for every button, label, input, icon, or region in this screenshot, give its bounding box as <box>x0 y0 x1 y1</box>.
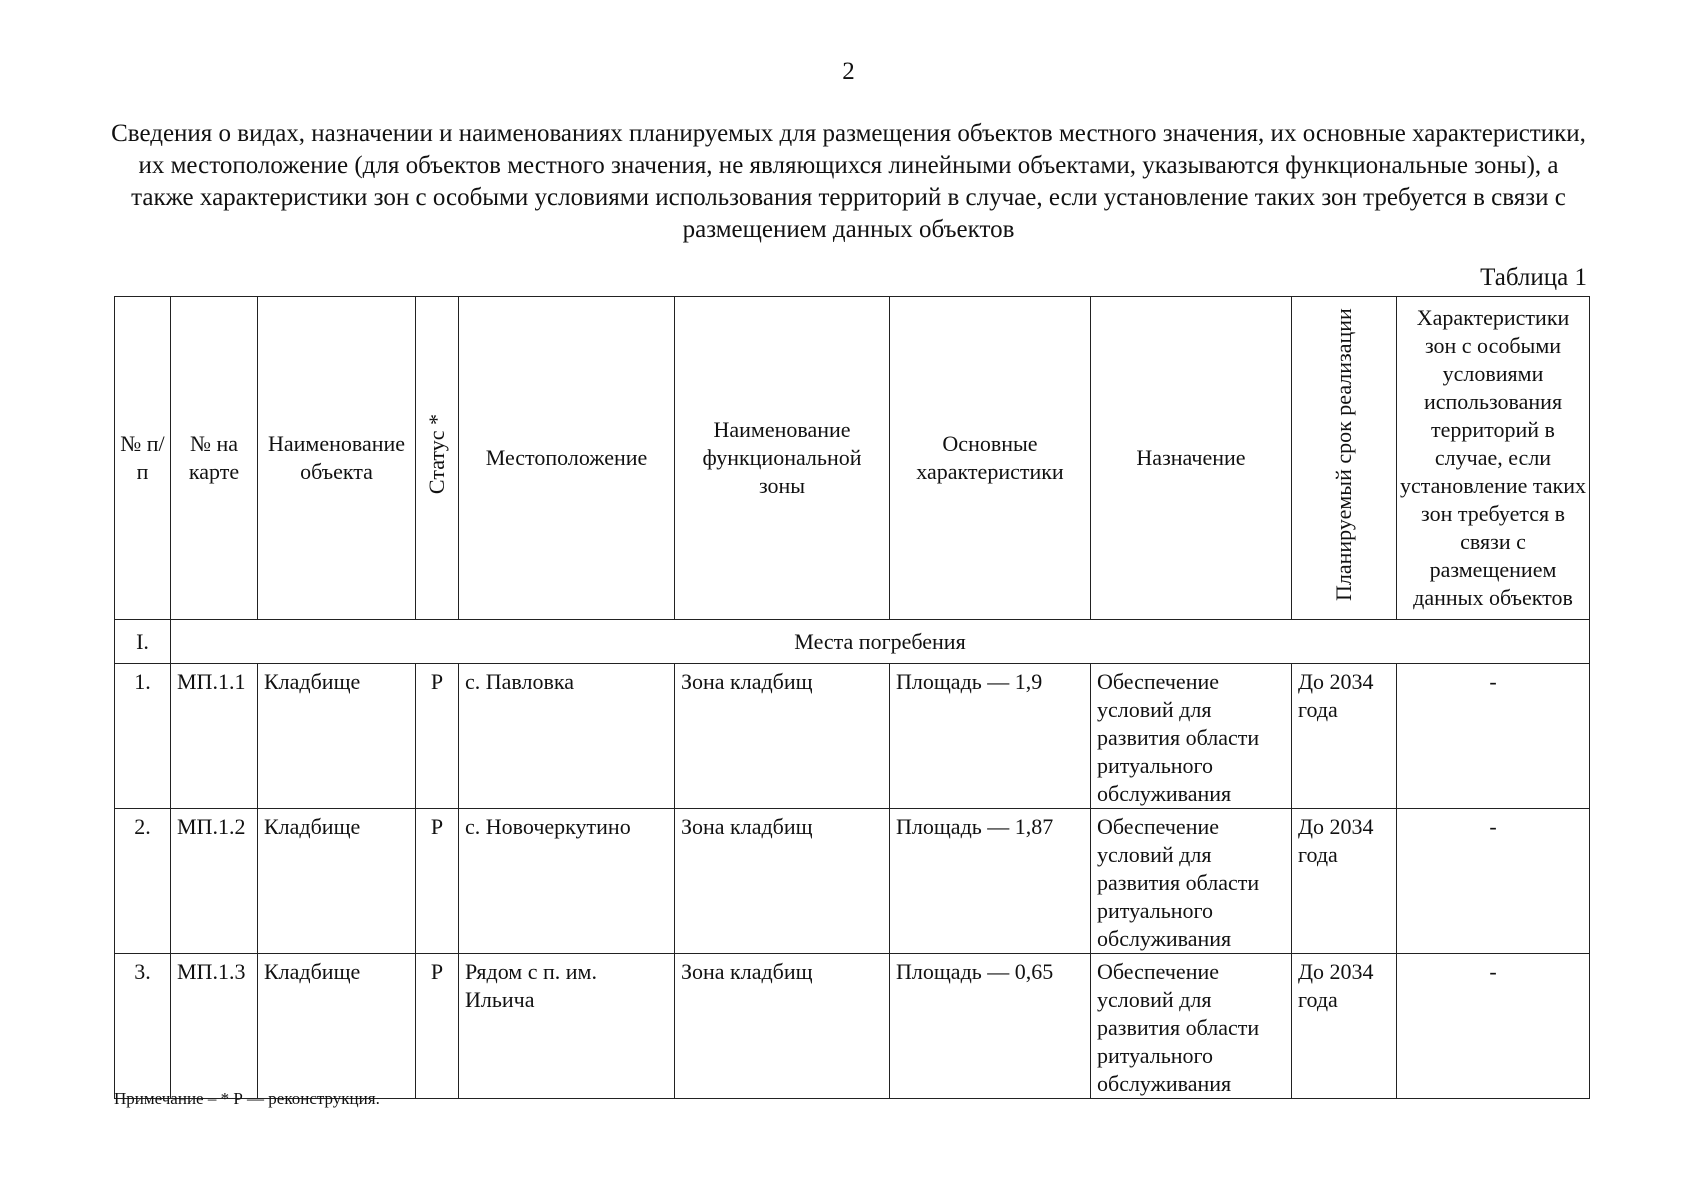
footnote: Примечание – * Р — реконструкция. <box>114 1089 380 1108</box>
table-label: Таблица 1 <box>1480 264 1587 291</box>
row-term: До 2034 года <box>1292 664 1397 809</box>
header-term: Планируемый срок реализации <box>1331 308 1356 601</box>
row-main-chars: Площадь — 1,87 <box>890 809 1091 954</box>
header-status-cell <box>416 297 459 620</box>
row-zone-chars: - <box>1397 664 1590 809</box>
header-term-cell <box>1292 297 1397 620</box>
header-purpose: Назначение <box>1091 297 1292 620</box>
row-num: 3. <box>115 954 171 1099</box>
row-map-num: МП.1.2 <box>171 809 258 954</box>
row-num: 1. <box>115 664 171 809</box>
objects-table <box>114 296 1590 1099</box>
row-zone-chars: - <box>1397 809 1590 954</box>
row-status: Р <box>416 664 459 809</box>
page-number: 2 <box>842 58 855 85</box>
header-zone-chars: Характеристики зон с особыми условиями использования территорий в случае, если установление таких зон требуется в связи с размещением данных объектов <box>1397 297 1590 620</box>
row-object-name: Кладбище <box>258 954 416 1099</box>
table-row <box>115 954 1590 1099</box>
header-main-chars: Основные характеристики <box>890 297 1091 620</box>
row-status: Р <box>416 809 459 954</box>
table-row <box>115 809 1590 954</box>
section-num: I. <box>115 620 171 664</box>
header-map-num: № на карте <box>171 297 258 620</box>
row-map-num: МП.1.1 <box>171 664 258 809</box>
header-status: Статус * <box>424 414 449 495</box>
row-zone-name: Зона кладбищ <box>675 954 890 1099</box>
row-map-num: МП.1.3 <box>171 954 258 1099</box>
row-purpose: Обеспечение условий для развития области ритуального обслуживания <box>1091 664 1292 809</box>
row-purpose: Обеспечение условий для развития области ритуального обслуживания <box>1091 954 1292 1099</box>
row-object-name: Кладбище <box>258 809 416 954</box>
row-location: с. Павловка <box>459 664 675 809</box>
header-object-name: Наименование объекта <box>258 297 416 620</box>
document-title: Сведения о видах, назначении и наименованиях планируемых для размещения объектов местного значения, их основные характеристики, их местоположение (для объектов местного значения, не являющихся линейными объектами, указываются функциональные зоны), а также характеристики зон с особыми условиями использования территорий в случае, если установление таких зон требуется в связи с размещением данных объектов <box>111 120 1586 243</box>
table-row <box>115 664 1590 809</box>
header-location: Местоположение <box>459 297 675 620</box>
row-object-name: Кладбище <box>258 664 416 809</box>
row-zone-name: Зона кладбищ <box>675 809 890 954</box>
row-main-chars: Площадь — 1,9 <box>890 664 1091 809</box>
row-term: До 2034 года <box>1292 954 1397 1099</box>
row-num: 2. <box>115 809 171 954</box>
row-location: с. Новочеркутино <box>459 809 675 954</box>
row-main-chars: Площадь — 0,65 <box>890 954 1091 1099</box>
row-status: Р <box>416 954 459 1099</box>
section-title: Места погребения <box>171 620 1590 664</box>
row-purpose: Обеспечение условий для развития области ритуального обслуживания <box>1091 809 1292 954</box>
table-header-row <box>115 297 1590 620</box>
row-zone-name: Зона кладбищ <box>675 664 890 809</box>
header-zone-name: Наименование функциональной зоны <box>675 297 890 620</box>
header-num: № п/п <box>115 297 171 620</box>
row-zone-chars: - <box>1397 954 1590 1099</box>
section-row <box>115 620 1590 664</box>
row-term: До 2034 года <box>1292 809 1397 954</box>
row-location: Рядом с п. им. Ильича <box>459 954 675 1099</box>
